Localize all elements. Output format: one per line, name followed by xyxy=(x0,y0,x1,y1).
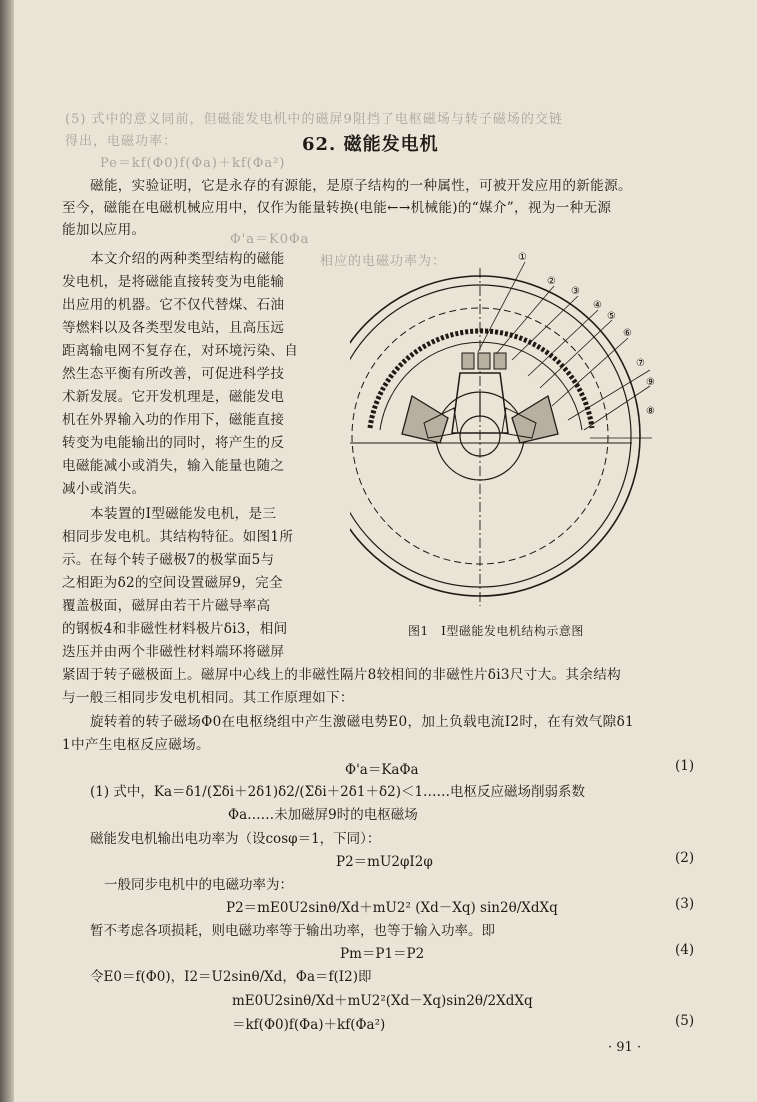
bleed-through-text: Pe＝kf(Φ0)f(Φa)＋kf(Φa²) xyxy=(100,156,286,171)
bleed-through-text: 相应的电磁功率为： xyxy=(320,254,447,269)
column-line: 示。在每个转子磁极7的极掌面5与 xyxy=(62,552,275,568)
column-line: 迭压并由两个非磁性材料端环将磁屏 xyxy=(62,644,285,660)
equation: ＝kf(Φ0)f(Φa)＋kf(Φa²) xyxy=(232,1017,386,1033)
column-line: 电磁能减小或消失，输入能量也随之 xyxy=(62,458,285,474)
bleed-through-text: (5) 式中的意义同前，但磁能发电机中的磁屏9阻挡了电枢磁场与转子磁场的交链 xyxy=(65,112,563,127)
equation-number: (1) xyxy=(675,758,695,774)
column-line: 发电机，是将磁能直接转变为电能输 xyxy=(62,274,285,290)
column-line: 减小或消失。 xyxy=(62,481,146,497)
equation-note: (1) 式中，Ka＝δ1/(Σδi＋2δ1)δ2/(Σδi＋2δ1＋δ2)＜1……电枢反应磁场削弱系数 xyxy=(90,784,586,800)
body-line: 暂不考虑各项损耗，则电磁功率等于输出功率，也等于输入功率。即 xyxy=(90,923,495,939)
equation-number: (3) xyxy=(675,896,695,912)
callout-label: ① xyxy=(518,252,527,263)
column-line: 之相距为δ2的空间设置磁屏9，完全 xyxy=(62,575,283,591)
callout-label: ⑦ xyxy=(636,358,645,369)
column-line: 然生态平衡有所改善，可促进科学技 xyxy=(62,366,285,382)
page-number: · 91 · xyxy=(608,1040,642,1055)
intro-line: 磁能，实验证明，它是永存的有源能，是原子结构的一种属性，可被开发应用的新能源。 xyxy=(90,178,632,194)
column-line: 覆盖极面，磁屏由若干片磁导率高 xyxy=(62,598,271,614)
body-line: 旋转着的转子磁场Φ0在电枢绕组中产生激磁电势E0，加上负载电流I2时，在有效气隙δ1 xyxy=(90,714,635,730)
bleed-through-text: 得出，电磁功率： xyxy=(65,134,178,149)
bleed-through-text: Φ'a＝K0Φa xyxy=(230,232,310,247)
column-line: 本文介绍的两种类型结构的磁能 xyxy=(90,251,285,267)
column-line: 本装置的Ⅰ型磁能发电机，是三 xyxy=(90,506,277,522)
body-line: 一般同步电机中的电磁功率为： xyxy=(104,877,293,893)
body-line: 1中产生电枢反应磁场。 xyxy=(62,737,210,753)
column-line: 转变为电能输出的同时，将产生的反 xyxy=(62,435,285,451)
column-line: 术新发展。它开发机理是，磁能发电 xyxy=(62,389,285,405)
column-line: 相同步发电机。其结构特征。如图1所 xyxy=(62,529,294,545)
equation-number: (5) xyxy=(675,1013,695,1029)
callout-label: ③ xyxy=(571,286,580,297)
callout-label: ⑤ xyxy=(607,311,616,322)
callout-label: ④ xyxy=(593,300,602,311)
column-line: 距离输电网不复存在，对环境污染、自 xyxy=(62,343,299,359)
generator-cross-section-figure xyxy=(350,248,662,618)
equation: P2＝mU2φI2φ xyxy=(336,854,433,870)
book-spine-shadow xyxy=(0,0,14,1102)
equation: Pm＝P1＝P2 xyxy=(340,946,425,962)
figure-caption: 图1 Ⅰ型磁能发电机结构示意图 xyxy=(408,624,584,638)
equation-number: (2) xyxy=(675,850,695,866)
equation-note: Φa……未加磁屏9时的电枢磁场 xyxy=(228,807,418,823)
callout-label: ⑥ xyxy=(623,328,632,339)
article-title: 62. 磁能发电机 xyxy=(302,134,439,155)
body-line: 令E0＝f(Φ0)，I2＝U2sinθ/Xd，Φa＝f(I2)即 xyxy=(90,969,372,985)
callout-label: ⑧ xyxy=(646,406,655,417)
intro-line: 能加以应用。 xyxy=(62,222,146,238)
intro-line: 至今，磁能在电磁机械应用中，仅作为能量转换(电能←→机械能)的“媒介”，视为一种无源 xyxy=(62,200,612,216)
equation: mE0U2sinθ/Xd＋mU2²(Xd－Xq)sin2θ/2XdXq xyxy=(232,993,533,1009)
body-line: 磁能发电机输出电功率为（设cosφ＝1，下同）： xyxy=(90,831,381,847)
callout-label: ⑨ xyxy=(646,377,655,388)
callout-label: ② xyxy=(547,276,556,287)
column-line: 的钢板4和非磁性材料极片δi3，相间 xyxy=(62,621,288,637)
column-line: 出应用的机器。它不仅代替煤、石油 xyxy=(62,297,285,313)
equation: P2＝mE0U2sinθ/Xd＋mU2² (Xd－Xq) sin2θ/XdXq xyxy=(226,900,558,916)
body-line: 紧固于转子磁极面上。磁屏中心线上的非磁性隔片8较相间的非磁性片δi3尺寸大。其余结构 xyxy=(62,667,621,683)
equation: Φ'a＝KaΦa xyxy=(345,762,419,778)
column-line: 机在外界输入功的作用下，磁能直接 xyxy=(62,412,285,428)
body-line: 与一般三相同步发电机相同。其工作原理如下： xyxy=(62,690,354,706)
column-line: 等燃料以及各类型发电站，且高压远 xyxy=(62,320,285,336)
equation-number: (4) xyxy=(675,942,695,958)
